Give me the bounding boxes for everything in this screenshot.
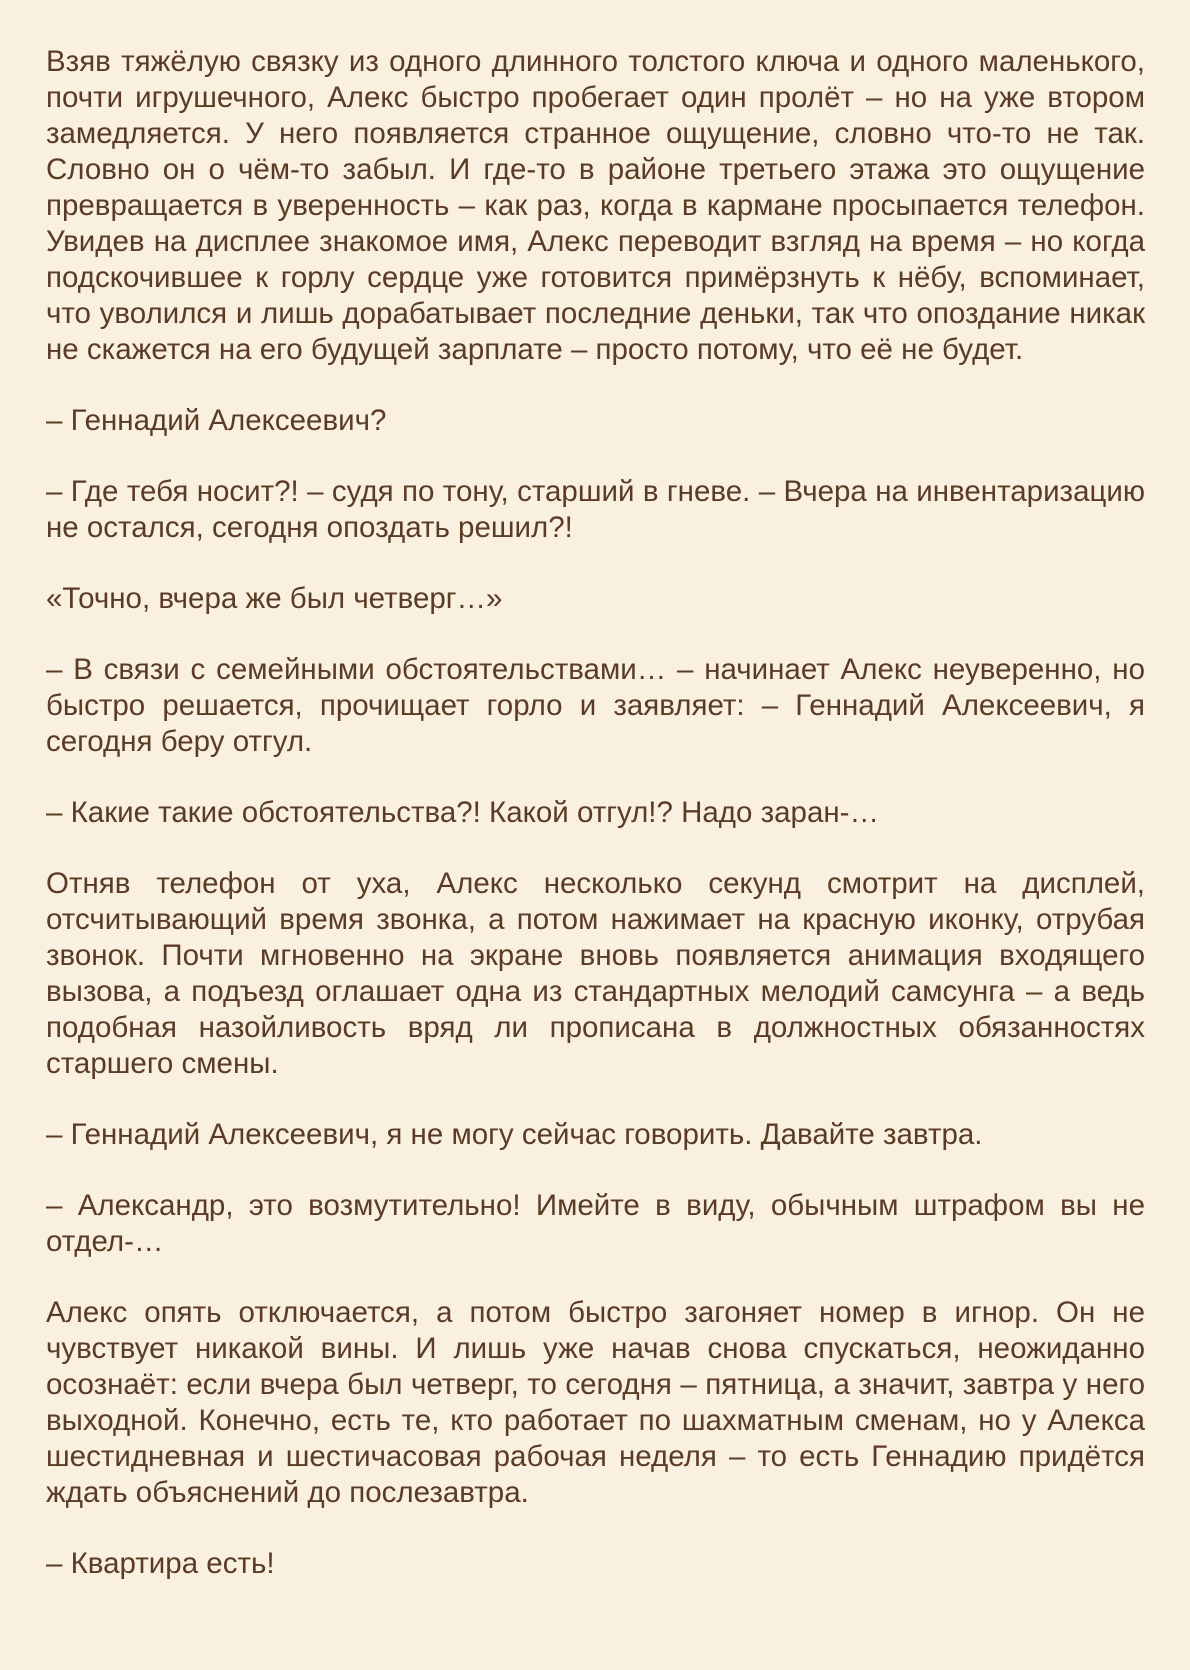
paragraph-2: – Геннадий Алексеевич? <box>46 404 387 437</box>
paragraph-11: – Квартира есть! <box>46 1547 275 1580</box>
paragraph-3: – Где тебя носит?! – судя по тону, старший в гневе. – Вчера на инвентаризацию не остался, сегодня опоздать решил?! <box>46 475 1145 544</box>
paragraph-9: – Александр, это возмутительно! Имейте в виду, обычным штрафом вы не отдел-… <box>46 1189 1145 1258</box>
paragraph-10: Алекс опять отключается, а потом быстро загоняет номер в игнор. Он не чувствует никакой вины. И лишь уже начав снова спускаться, неожиданно осознаёт: если вчера был четверг, то сегодня – пятница, а значит, завтра у него выходной. Конечно, есть те, кто работает по шахматным сменам, но у Алекса шестидневная и шестичасовая рабочая неделя – то есть Геннадию придётся ждать объяснений до послезавтра. <box>46 1296 1145 1509</box>
paragraph-8: – Геннадий Алексеевич, я не могу сейчас говорить. Давайте завтра. <box>46 1118 983 1151</box>
paragraph-6: – Какие такие обстоятельства?! Какой отгул!? Надо заран-… <box>46 796 879 829</box>
paragraph-4: «Точно, вчера же был четверг…» <box>46 582 503 615</box>
paragraph-7: Отняв телефон от уха, Алекс несколько секунд смотрит на дисплей, отсчитывающий время звонка, а потом нажимает на красную иконку, отрубая звонок. Почти мгновенно на экране вновь появляется анимация входящего вызова, а подъезд оглашает одна из стандартных мелодий самсунга – а ведь подобная назойливость вряд ли прописана в должностных обязанностях старшего смены. <box>46 867 1145 1080</box>
paragraph-5: – В связи с семейными обстоятельствами… – начинает Алекс неуверенно, но быстро решается, прочищает горло и заявляет: – Геннадий Алексеевич, я сегодня беру отгул. <box>46 653 1145 758</box>
paragraph-1: Взяв тяжёлую связку из одного длинного толстого ключа и одного маленького, почти игрушечного, Алекс быстро пробегает один пролёт – но на уже втором замедляется. У него появляется странное ощущение, словно что-то не так. Словно он о чём-то забыл. И где-то в районе третьего этажа это ощущение превращается в уверенность – как раз, когда в кармане просыпается телефон. Увидев на дисплее знакомое имя, Алекс переводит взгляд на время – но когда подскочившее к горлу сердце уже готовится примёрзнуть к нёбу, вспоминает, что уволился и лишь дорабатывает последние деньки, так что опоздание никак не скажется на его будущей зарплате – просто потому, что её не будет. <box>46 45 1145 366</box>
